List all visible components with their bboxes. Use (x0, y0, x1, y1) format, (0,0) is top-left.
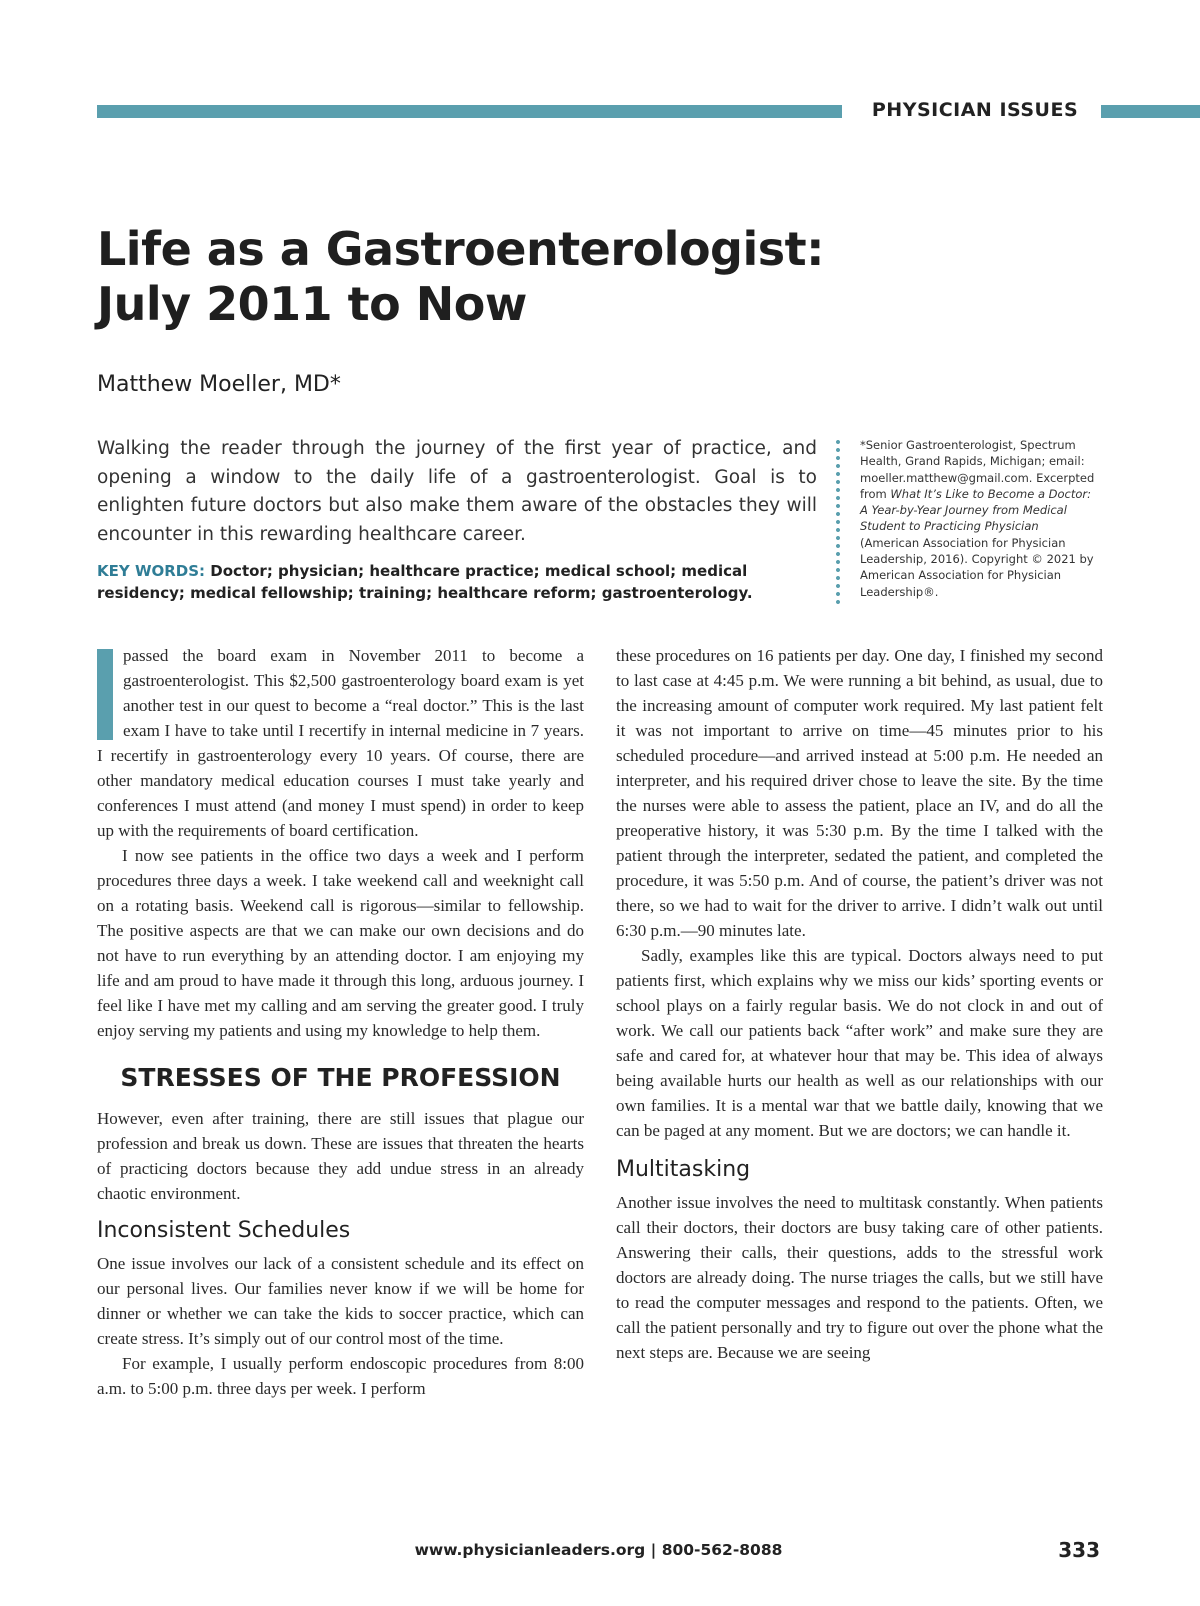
section-heading-stresses: STRESSES OF THE PROFESSION (120, 1063, 561, 1092)
keywords-label: KEY WORDS: (97, 562, 206, 580)
body-paragraph: Sadly, examples like this are typical. Doctors always need to put patients first, which explains why we miss our kids’ sporting events or school plays on a fairly regular basis. We do not clock in and out of work. We call our patients back “after work” and make sure they are safe and cared for, at whatever hour that may be. This idea of always being available hurts our health as well as our relationships with our own families. It is a mental war that we battle daily, knowing that we can be paged at any moment. But we are doctors; we can handle it. (616, 946, 1103, 1140)
title-line-2: July 2011 to Now (97, 277, 527, 331)
body-paragraph: However, even after training, there are still issues that plague our profession and break us down. These are issues that threaten the hearts of practicing doctors because they add undue stress in an already chaotic environment. (97, 1109, 584, 1203)
abstract: Walking the reader through the journey of the first year of practice, and opening a window to the daily life of a gastroenterologist. Goal is to enlighten future doctors but also make them aware of the obstacles they will encounter in this rewarding healthcare career. (97, 438, 817, 545)
title-line-1: Life as a Gastroenterologist: (97, 222, 825, 276)
body-paragraph: these procedures on 16 patients per day. One day, I finished my second to last case at 4:45 p.m. We were running a bit behind, as usual, due to the increasing amount of computer work required. My last patient felt it was not important to arrive on time—45 minutes prior to his scheduled procedure—and arrived instead at 5:00 p.m. He needed an interpreter, and his required driver chose to leave the site. By the time the nurses were able to assess the patient, place an IV, and do all the preoperative history, it was 5:30 p.m. By the time I talked with the patient through the interpreter, sedated the patient, and completed the procedure, it was 5:50 p.m. And of course, the patient’s driver was not there, so we had to wait for the driver to arrive. I didn’t walk out until 6:30 p.m.—90 minutes late. (616, 646, 1103, 940)
header-rule-left (97, 105, 842, 118)
affiliation-text-1: *Senior Gastroenterologist, Spectrum Health, Grand Rapids, Michigan; email: moeller.matthew@gmail.com. Excerpted from (860, 438, 1095, 501)
author-name: Matthew Moeller, MD* (97, 372, 341, 397)
header-rule-right (1101, 105, 1200, 118)
footer-url-phone: www.physicianleaders.org | 800-562-8088 (414, 1541, 783, 1559)
article-title (97, 222, 997, 332)
keywords-list: Doctor; physician; healthcare practice; medical school; medical residency; medical fellowship; training; healthcare reform; gastroenterology. (97, 562, 753, 602)
body-column-left (97, 643, 584, 1401)
paragraph-text: passed the board exam in November 2011 to become a gastroenterologist. This $2,500 gastroenterology board exam is yet another test in our quest to become a “real doctor.” This is the last exam I have to take until I recertify in internal medicine in 7 years. I recertify in gastroenterology every 10 years. Of course, there are other mandatory medical education courses I must take yearly and conferences I must attend (and money I must spend) in order to keep up with the requirements of board certification. (97, 646, 584, 840)
drop-cap-bar (97, 649, 113, 740)
body-paragraph: For example, I usually perform endoscopic procedures from 8:00 a.m. to 5:00 p.m. three days per week. I perform (97, 1354, 584, 1398)
body-paragraph (97, 643, 584, 843)
keywords (97, 560, 817, 604)
dotted-divider (836, 438, 840, 604)
page-footer (97, 1538, 1100, 1568)
body-column-right (616, 643, 1103, 1365)
book-title: What It’s Like to Become a Doctor: A Year-by-Year Journey from Medical Student to Practicing Physician (860, 486, 1092, 534)
subheading-multitasking: Multitasking (616, 1157, 751, 1182)
page-number: 333 (1058, 1538, 1100, 1562)
body-paragraph: One issue involves our lack of a consistent schedule and its effect on our personal lives. Our families never know if we will be home for dinner or whether we can take the kids to soccer practice, which can create stress. It’s simply out of our control most of the time. (97, 1254, 584, 1348)
affiliation-text-2: (American Association for Physician Leadership, 2016). Copyright © 2021 by American Association for Physician Leadership®. (860, 535, 1094, 599)
section-label: PHYSICIAN ISSUES (871, 99, 1079, 121)
body-paragraph: Another issue involves the need to multitask constantly. When patients call their doctors, their doctors are busy taking care of other patients. Answering their calls, their questions, adds to the stressful work doctors are already doing. The nurse triages the calls, but we still have to read the computer messages and respond to the patients. Often, we call the patient personally and try to figure out over the phone what the next steps are. Because we are seeing (616, 1193, 1103, 1362)
body-paragraph: I now see patients in the office two days a week and I perform procedures three days a week. I take weekend call and weeknight call on a rotating basis. Weekend call is rigorous—similar to fellowship. The positive aspects are that we can make our own decisions and do not have to run everything by an attending doctor. I am enjoying my life and am proud to have made it through this long, arduous journey. I feel like I have met my calling and am serving the greater good. I truly enjoy serving my patients and using my knowledge to help them. (97, 846, 584, 1040)
subheading-inconsistent-schedules: Inconsistent Schedules (97, 1218, 351, 1243)
affiliation-note (860, 437, 1100, 600)
